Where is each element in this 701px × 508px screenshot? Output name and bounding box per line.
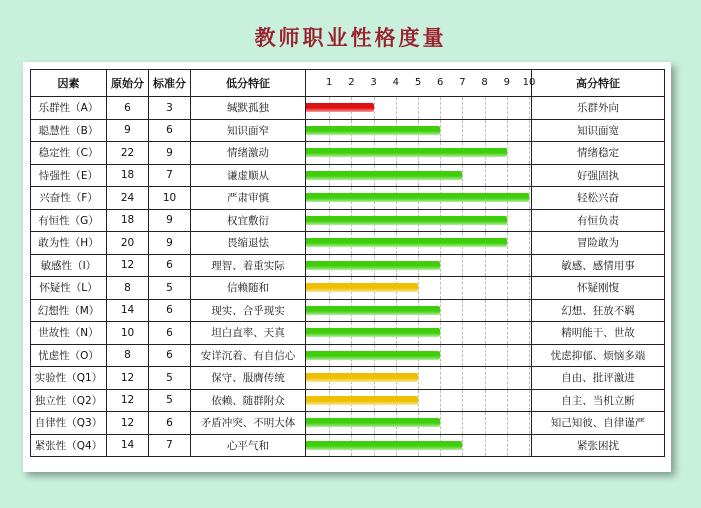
grid-line (529, 345, 530, 367)
high-trait: 乐群外向 (532, 97, 665, 120)
table-row (31, 322, 665, 345)
header-axis (306, 70, 536, 97)
bar-cell (306, 322, 532, 345)
std-score: 6 (149, 412, 191, 435)
grid-line (485, 120, 486, 142)
factor-name: 独立性（Q2） (31, 389, 107, 412)
factor-name: 实验性（Q1） (31, 367, 107, 390)
header-factor: 因素 (31, 70, 107, 97)
grid-line (529, 142, 530, 164)
bar-cell (306, 209, 532, 232)
grid-line (485, 97, 486, 119)
grid-line (529, 97, 530, 119)
std-score: 6 (149, 299, 191, 322)
x-tick-label: 6 (437, 77, 444, 88)
grid-line (507, 390, 508, 412)
grid-line (462, 390, 463, 412)
low-trait: 坦白直率、天真 (191, 322, 306, 345)
grid-line (462, 412, 463, 434)
high-trait: 幻想、狂放不羁 (532, 299, 665, 322)
score-bar (306, 216, 507, 225)
factor-name: 紧张性（Q4） (31, 434, 107, 457)
grid-line (485, 165, 486, 187)
x-tick-label: 2 (348, 77, 355, 88)
grid-line (374, 97, 375, 119)
grid-line (440, 345, 441, 367)
factor-name: 敏感性（I） (31, 254, 107, 277)
std-score: 5 (149, 389, 191, 412)
low-trait: 情绪激动 (191, 142, 306, 165)
grid-line (529, 165, 530, 187)
raw-score: 18 (107, 164, 149, 187)
score-bar (306, 418, 440, 427)
high-trait: 有恒负责 (532, 209, 665, 232)
score-bar (306, 373, 418, 382)
high-trait: 怀疑刚愎 (532, 277, 665, 300)
high-trait: 紧张困扰 (532, 434, 665, 457)
grid-line (507, 210, 508, 232)
grid-line (507, 345, 508, 367)
std-score: 9 (149, 232, 191, 255)
low-trait: 理智、着重实际 (191, 254, 306, 277)
grid-line (418, 97, 419, 119)
grid-line (462, 300, 463, 322)
grid-line (529, 210, 530, 232)
score-bar (306, 103, 374, 112)
low-trait: 谦虚顺从 (191, 164, 306, 187)
x-tick-label: 10 (522, 77, 536, 88)
factor-name: 恃强性（E） (31, 164, 107, 187)
grid-line (485, 435, 486, 457)
table-row (31, 164, 665, 187)
raw-score: 8 (107, 277, 149, 300)
score-bar (306, 328, 440, 337)
grid-line (485, 300, 486, 322)
grid-line (440, 390, 441, 412)
x-tick-label: 7 (459, 77, 466, 88)
raw-score: 12 (107, 389, 149, 412)
grid-line (440, 412, 441, 434)
table-row (31, 254, 665, 277)
grid-line (529, 187, 530, 209)
std-score: 3 (149, 97, 191, 120)
bar-cell (306, 97, 532, 120)
bar-cell (306, 434, 532, 457)
std-score: 9 (149, 209, 191, 232)
grid-line (440, 277, 441, 299)
factor-name: 稳定性（C） (31, 142, 107, 165)
grid-line (485, 390, 486, 412)
score-bar (306, 306, 440, 315)
x-tick-label: 3 (370, 77, 377, 88)
factor-name: 兴奋性（F） (31, 187, 107, 210)
high-trait: 自由、批评激进 (532, 367, 665, 390)
table-row (31, 434, 665, 457)
low-trait: 矛盾冲突、不明大体 (191, 412, 306, 435)
score-bar (306, 351, 440, 360)
std-score: 9 (149, 142, 191, 165)
score-bar (306, 148, 507, 157)
grid-line (529, 232, 530, 254)
table-row (31, 119, 665, 142)
grid-line (462, 165, 463, 187)
std-score: 6 (149, 322, 191, 345)
score-bar (306, 238, 507, 247)
grid-line (529, 300, 530, 322)
table-row (31, 344, 665, 367)
factor-name: 自律性（Q3） (31, 412, 107, 435)
grid-line (440, 255, 441, 277)
raw-score: 20 (107, 232, 149, 255)
raw-score: 14 (107, 434, 149, 457)
bar-cell (306, 412, 532, 435)
factor-name: 忧虑性（O） (31, 344, 107, 367)
grid-line (507, 142, 508, 164)
header-row (31, 70, 665, 97)
grid-line (485, 322, 486, 344)
grid-line (507, 255, 508, 277)
grid-line (529, 255, 530, 277)
low-trait: 心平气和 (191, 434, 306, 457)
grid-line (440, 367, 441, 389)
grid-line (507, 435, 508, 457)
std-score: 10 (149, 187, 191, 210)
high-trait: 敏感、感情用事 (532, 254, 665, 277)
grid-line (507, 412, 508, 434)
grid-line (507, 120, 508, 142)
raw-score: 12 (107, 412, 149, 435)
grid-line (462, 345, 463, 367)
grid-line (529, 277, 530, 299)
grid-line (485, 412, 486, 434)
high-trait: 情绪稳定 (532, 142, 665, 165)
factor-name: 有恒性（G） (31, 209, 107, 232)
grid-line (507, 165, 508, 187)
bar-cell (306, 299, 532, 322)
grid-line (462, 435, 463, 457)
score-bar (306, 441, 462, 450)
raw-score: 14 (107, 299, 149, 322)
x-axis-ticks (306, 70, 536, 96)
score-bar (306, 283, 418, 292)
low-trait: 依赖、随群附众 (191, 389, 306, 412)
grid-line (529, 390, 530, 412)
std-score: 7 (149, 434, 191, 457)
low-trait: 保守、服膺传统 (191, 367, 306, 390)
table-row (31, 232, 665, 255)
header-high-trait: 高分特征 (532, 70, 665, 97)
chart-title: 教师职业性格度量 (254, 26, 447, 50)
low-trait: 畏缩退怯 (191, 232, 306, 255)
x-tick-label: 5 (414, 77, 422, 88)
table-row (31, 299, 665, 322)
factor-name: 敢为性（H） (31, 232, 107, 255)
bar-cell (306, 277, 532, 300)
personality-table (30, 69, 665, 457)
high-trait: 忧虑抑郁、烦恼多端 (532, 344, 665, 367)
high-trait: 自主、当机立断 (532, 389, 665, 412)
std-score: 5 (149, 277, 191, 300)
high-trait: 好强固执 (532, 164, 665, 187)
raw-score: 12 (107, 254, 149, 277)
grid-line (440, 300, 441, 322)
factor-name: 聪慧性（B） (31, 119, 107, 142)
table-row (31, 142, 665, 165)
header-raw-score: 原始分 (107, 70, 149, 97)
bar-cell (306, 344, 532, 367)
factor-name: 幻想性（M） (31, 299, 107, 322)
grid-line (462, 120, 463, 142)
std-score: 6 (149, 344, 191, 367)
grid-line (507, 277, 508, 299)
high-trait: 精明能干、世故 (532, 322, 665, 345)
x-tick-label: 1 (326, 77, 333, 88)
raw-score: 18 (107, 209, 149, 232)
bar-cell (306, 389, 532, 412)
std-score: 6 (149, 254, 191, 277)
grid-line (462, 367, 463, 389)
grid-line (485, 277, 486, 299)
score-bar (306, 126, 440, 135)
table-row (31, 389, 665, 412)
header-std-score: 标准分 (149, 70, 191, 97)
score-bar (306, 396, 418, 405)
low-trait: 缄默孤独 (191, 97, 306, 120)
bar-cell (306, 367, 532, 390)
std-score: 6 (149, 119, 191, 142)
low-trait: 严肃审慎 (191, 187, 306, 210)
factor-name: 怀疑性（L） (31, 277, 107, 300)
x-tick-label: 9 (503, 77, 510, 88)
grid-line (507, 300, 508, 322)
grid-line (529, 120, 530, 142)
table-row (31, 277, 665, 300)
header-low-trait: 低分特征 (191, 70, 306, 97)
grid-line (485, 345, 486, 367)
low-trait: 权宜敷衍 (191, 209, 306, 232)
bar-cell (306, 119, 532, 142)
grid-line (485, 255, 486, 277)
grid-line (507, 367, 508, 389)
grid-line (485, 367, 486, 389)
grid-line (440, 120, 441, 142)
bar-cell (306, 254, 532, 277)
raw-score: 8 (107, 344, 149, 367)
x-tick-label: 8 (481, 77, 488, 88)
grid-line (462, 322, 463, 344)
high-trait: 冒险敢为 (532, 232, 665, 255)
std-score: 5 (149, 367, 191, 390)
raw-score: 22 (107, 142, 149, 165)
score-bar (306, 193, 529, 202)
grid-line (507, 97, 508, 119)
std-score: 7 (149, 164, 191, 187)
raw-score: 6 (107, 97, 149, 120)
grid-line (418, 277, 419, 299)
grid-line (440, 322, 441, 344)
raw-score: 12 (107, 367, 149, 390)
bar-cell (306, 142, 532, 165)
grid-line (507, 232, 508, 254)
raw-score: 24 (107, 187, 149, 210)
chart-card (23, 62, 671, 472)
bar-cell (306, 187, 532, 210)
table-row (31, 412, 665, 435)
high-trait: 轻松兴奋 (532, 187, 665, 210)
grid-line (462, 277, 463, 299)
factor-name: 世故性（N） (31, 322, 107, 345)
score-bar (306, 261, 440, 270)
high-trait: 知识面宽 (532, 119, 665, 142)
low-trait: 信赖随和 (191, 277, 306, 300)
grid-line (507, 322, 508, 344)
bar-cell (306, 164, 532, 187)
score-bar (306, 171, 462, 180)
table-row (31, 97, 665, 120)
grid-line (418, 367, 419, 389)
low-trait: 现实、合乎现实 (191, 299, 306, 322)
high-trait: 知己知彼、自律谨严 (532, 412, 665, 435)
factor-name: 乐群性（A） (31, 97, 107, 120)
grid-line (462, 97, 463, 119)
table-row (31, 187, 665, 210)
grid-line (462, 255, 463, 277)
grid-line (529, 322, 530, 344)
grid-line (529, 412, 530, 434)
low-trait: 安详沉着、有自信心 (191, 344, 306, 367)
raw-score: 10 (107, 322, 149, 345)
grid-line (418, 390, 419, 412)
raw-score: 9 (107, 119, 149, 142)
bar-cell (306, 232, 532, 255)
table-row (31, 209, 665, 232)
grid-line (396, 97, 397, 119)
grid-line (529, 435, 530, 457)
grid-line (440, 97, 441, 119)
x-tick-label: 4 (392, 77, 399, 88)
grid-line (529, 367, 530, 389)
low-trait: 知识面窄 (191, 119, 306, 142)
table-row (31, 367, 665, 390)
